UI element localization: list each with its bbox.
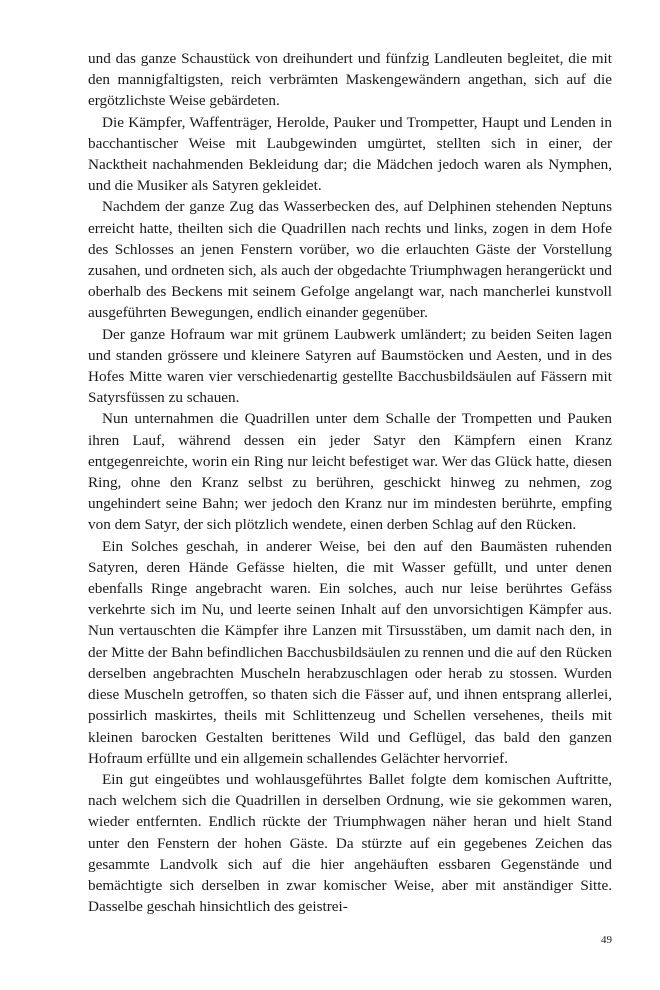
paragraph: Ein gut eingeübtes und wohlausgeführtes Ballet folgte dem komischen Auftritte, nach welchem sich die Quadrillen in derselben Ordnung, wie sie gekommen waren, wieder entfernten. Endlich rückte der Triumphwagen näher heran und hielt Stand unter den Fenstern der hohen Gäste. Da stürzte auf ein gegebenes Zeichen das gesammte Landvolk sich auf die hier angehäuften essbaren Gegenstände und bemächtigte sich derselben in zwar komischer Weise, aber mit anständiger Sitte. Dasselbe geschah hinsichtlich des geistrei- <box>88 770 612 916</box>
paragraph: Der ganze Hofraum war mit grünem Laubwerk umländert; zu beiden Seiten lagen und standen grössere und kleinere Satyren auf Baumstöcken und Aesten, und in des Hofes Mitte waren vier verschiedenartig gestellte Bacchusbildsäulen auf Fässern mit Satyrsfüssen zu schauen. <box>88 325 612 407</box>
page-number: 49 <box>601 934 612 946</box>
page-body <box>88 48 612 917</box>
paragraph: Die Kämpfer, Waffenträger, Herolde, Pauker und Trompetter, Haupt und Lenden in bacchantischer Weise mit Laubgewinden umgürtet, stellten sich in einer, der Nacktheit nachahmenden Bekleidung dar; die Mädchen jedoch waren als Nymphen, und die Musiker als Satyren gekleidet. <box>88 113 612 195</box>
paragraph: Nun unternahmen die Quadrillen unter dem Schalle der Trompetten und Pauken ihren Lauf, während dessen ein jeder Satyr den Kämpfern einen Kranz entgegenreichte, worin ein Ring nur leicht befestiget war. Wer das Glück hatte, diesen Ring, ohne den Kranz selbst zu berühren, geschickt hinweg zu nehmen, zog ungehindert seine Bahn; wer jedoch den Kranz nur im mindesten berührte, empfing von dem Satyr, der sich plötzlich wendete, einen derben Schlag auf den Rücken. <box>88 410 612 534</box>
paragraph: Nachdem der ganze Zug das Wasserbecken des, auf Delphinen stehenden Neptuns erreicht hatte, theilten sich die Quadrillen nach rechts und links, zogen in dem Hofe des Schlosses an jenen Fenstern vorüber, wo die erlauchten Gäste der Vorstellung zusahen, und ordneten sich, als auch der obgedachte Triumphwagen herangerückt und oberhalb des Beckens mit seinem Gefolge angelangt war, nach mancherlei kunstvoll ausgeführten Bewegungen, endlich einander gegenüber. <box>88 198 612 322</box>
paragraph: Ein Solches geschah, in anderer Weise, bei den auf den Baumästen ruhenden Satyren, deren Hände Gefässe hielten, die mit Wasser gefüllt, und unter denen ebenfalls Ringe angebracht waren. Ein solches, auch nur leise berührtes Gefäss verkehrte sich im Nu, und leerte seinen Inhalt auf den unvorsichtigen Kämpfer aus. Nun vertauschten die Kämpfer ihre Lanzen mit Tirsusstäben, um damit nach den, in der Mitte der Bahn befindlichen Bacchusbildsäulen zu rennen und die auf den Rücken derselben angebrachten Muscheln herabzuschlagen oder herab zu stossen. Wurden diese Muscheln getroffen, so thaten sich die Fässer auf, und ihnen entsprang allerlei, possirlich maskirtes, theils mit Schlittenzeug und Schellen versehenes, theils mit kleinen barocken Gestalten berittenes Wild und Geflügel, das bald den ganzen Hofraum erfüllte und ein allgemein schallendes Gelächter hervorrief. <box>88 537 612 767</box>
paragraph: und das ganze Schaustück von dreihundert und fünfzig Landleuten begleitet, die mit den mannigfaltigsten, reich verbrämten Maskengewändern angethan, sich auf die ergötzlichste Weise gebärdeten. <box>88 50 612 110</box>
